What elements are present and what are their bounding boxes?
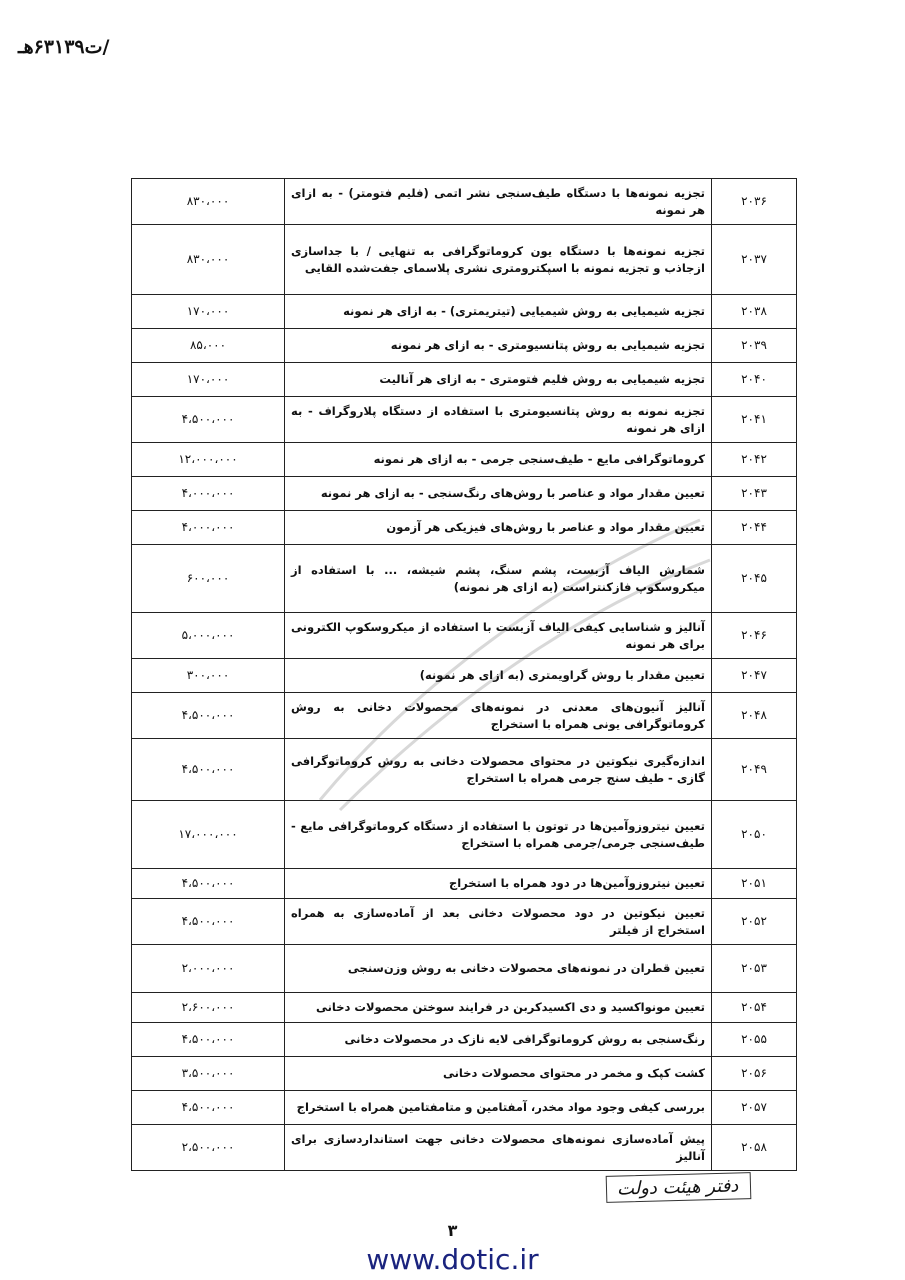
cabinet-office-stamp: دفتر هیئت دولت xyxy=(606,1172,752,1203)
table-row xyxy=(132,869,797,899)
row-code: ۲۰۵۴ xyxy=(712,993,797,1023)
row-code: ۲۰۴۲ xyxy=(712,443,797,477)
table-row xyxy=(132,693,797,739)
row-code: ۲۰۵۷ xyxy=(712,1091,797,1125)
row-code: ۲۰۴۷ xyxy=(712,659,797,693)
row-price: ۱۷۰،۰۰۰ xyxy=(132,363,285,397)
row-price: ۱۷،۰۰۰،۰۰۰ xyxy=(132,801,285,869)
row-price: ۲،۶۰۰،۰۰۰ xyxy=(132,993,285,1023)
row-description: تجزیه شیمیایی به روش فلیم فتومتری - به ازای هر آنالیت xyxy=(285,363,712,397)
table-row xyxy=(132,993,797,1023)
row-description: تجزیه شیمیایی به روش پتانسیومتری - به ازای هر نمونه xyxy=(285,329,712,363)
table-row xyxy=(132,801,797,869)
row-code: ۲۰۴۹ xyxy=(712,739,797,801)
row-price: ۴،۰۰۰،۰۰۰ xyxy=(132,511,285,545)
table-row xyxy=(132,945,797,993)
row-description: تجزیه نمونه‌ها با دستگاه طیف‌سنجی نشر اتمی (فلیم فتومتر) - به ازای هر نمونه xyxy=(285,179,712,225)
row-code: ۲۰۵۱ xyxy=(712,869,797,899)
row-description: تعیین قطران در نمونه‌های محصولات دخانی به روش وزن‌سنجی xyxy=(285,945,712,993)
row-price: ۱۲،۰۰۰،۰۰۰ xyxy=(132,443,285,477)
row-price: ۲،۰۰۰،۰۰۰ xyxy=(132,945,285,993)
row-description: پیش آماده‌سازی نمونه‌های محصولات دخانی جهت استانداردسازی برای آنالیز xyxy=(285,1125,712,1171)
row-code: ۲۰۴۰ xyxy=(712,363,797,397)
row-price: ۸۳۰،۰۰۰ xyxy=(132,179,285,225)
row-code: ۲۰۵۸ xyxy=(712,1125,797,1171)
row-description: تعیین مقدار با روش گراویمتری (به ازای هر نمونه) xyxy=(285,659,712,693)
row-description: رنگ‌سنجی به روش کروماتوگرافی لایه نازک در محصولات دخانی xyxy=(285,1023,712,1057)
row-description: کروماتوگرافی مایع - طیف‌سنجی جرمی - به ازای هر نمونه xyxy=(285,443,712,477)
row-price: ۸۵،۰۰۰ xyxy=(132,329,285,363)
row-price: ۴،۵۰۰،۰۰۰ xyxy=(132,899,285,945)
table-row xyxy=(132,1023,797,1057)
row-description: اندازه‌گیری نیکوتین در محتوای محصولات دخانی به روش کروماتوگرافی گازی - طیف سنج جرمی همراه با استخراج xyxy=(285,739,712,801)
row-price: ۸۳۰،۰۰۰ xyxy=(132,225,285,295)
tariff-table xyxy=(131,178,797,1171)
table-row xyxy=(132,739,797,801)
row-price: ۴،۵۰۰،۰۰۰ xyxy=(132,869,285,899)
row-code: ۲۰۴۱ xyxy=(712,397,797,443)
row-code: ۲۰۳۸ xyxy=(712,295,797,329)
row-price: ۱۷۰،۰۰۰ xyxy=(132,295,285,329)
row-code: ۲۰۵۶ xyxy=(712,1057,797,1091)
table-row xyxy=(132,477,797,511)
row-code: ۲۰۳۷ xyxy=(712,225,797,295)
row-code: ۲۰۴۶ xyxy=(712,613,797,659)
row-price: ۶۰۰،۰۰۰ xyxy=(132,545,285,613)
row-price: ۴،۵۰۰،۰۰۰ xyxy=(132,397,285,443)
table-row xyxy=(132,443,797,477)
row-description: تعیین مونواکسید و دی اکسیدکربن در فرایند سوختن محصولات دخانی xyxy=(285,993,712,1023)
row-code: ۲۰۳۹ xyxy=(712,329,797,363)
row-description: کشت کپک و مخمر در محتوای محصولات دخانی xyxy=(285,1057,712,1091)
table-row xyxy=(132,899,797,945)
row-price: ۲،۵۰۰،۰۰۰ xyxy=(132,1125,285,1171)
row-price: ۵،۰۰۰،۰۰۰ xyxy=(132,613,285,659)
row-description: تجزیه نمونه به روش پتانسیومتری با استفاده از دستگاه پلاروگراف - به ازای هر نمونه xyxy=(285,397,712,443)
table-row xyxy=(132,613,797,659)
row-description: شمارش الیاف آزبست، پشم سنگ، پشم شیشه، ... با استفاده از میکروسکوپ فازکنتراست (به ازای هر نمونه) xyxy=(285,545,712,613)
table-row xyxy=(132,545,797,613)
row-price: ۴،۵۰۰،۰۰۰ xyxy=(132,739,285,801)
table-row xyxy=(132,511,797,545)
table-row xyxy=(132,329,797,363)
row-description: آنالیز آنیون‌های معدنی در نمونه‌های محصولات دخانی به روش کروماتوگرافی یونی همراه با استخراج xyxy=(285,693,712,739)
row-code: ۲۰۵۳ xyxy=(712,945,797,993)
row-description: تعیین نیتروزوآمین‌ها در توتون با استفاده از دستگاه کروماتوگرافی مایع - طیف‌سنجی جرمی/جرمی همراه با استخراج xyxy=(285,801,712,869)
row-description: تعیین مقدار مواد و عناصر با روش‌های رنگ‌سنجی - به ازای هر نمونه xyxy=(285,477,712,511)
table-row xyxy=(132,1125,797,1171)
row-description: تجزیه شیمیایی به روش شیمیایی (تیتریمتری) - به ازای هر نمونه xyxy=(285,295,712,329)
row-code: ۲۰۳۶ xyxy=(712,179,797,225)
row-description: بررسی کیفی وجود مواد مخدر، آمفتامین و متامفتامین همراه با استخراج xyxy=(285,1091,712,1125)
row-description: تعیین نیتروزوآمین‌ها در دود همراه با استخراج xyxy=(285,869,712,899)
row-description: تعیین مقدار مواد و عناصر با روش‌های فیزیکی هر آزمون xyxy=(285,511,712,545)
row-price: ۴،۵۰۰،۰۰۰ xyxy=(132,1091,285,1125)
table-row xyxy=(132,1057,797,1091)
row-price: ۳،۵۰۰،۰۰۰ xyxy=(132,1057,285,1091)
row-code: ۲۰۴۳ xyxy=(712,477,797,511)
table-row xyxy=(132,397,797,443)
row-code: ۲۰۴۸ xyxy=(712,693,797,739)
table-row xyxy=(132,659,797,693)
row-description: آنالیز و شناسایی کیفی الیاف آزبست با استفاده از میکروسکوپ الکترونی برای هر نمونه xyxy=(285,613,712,659)
website-link[interactable]: www.dotic.ir xyxy=(366,1243,539,1276)
row-code: ۲۰۵۲ xyxy=(712,899,797,945)
row-price: ۳۰۰،۰۰۰ xyxy=(132,659,285,693)
table-row xyxy=(132,225,797,295)
table-row xyxy=(132,295,797,329)
row-price: ۴،۰۰۰،۰۰۰ xyxy=(132,477,285,511)
row-code: ۲۰۴۵ xyxy=(712,545,797,613)
row-description: تجزیه نمونه‌ها با دستگاه یون کروماتوگرافی به تنهایی / با جداسازی ازجاذب و تجزیه نمونه با اسپکترومتری نشری پلاسمای جفت‌شده القایی xyxy=(285,225,712,295)
row-code: ۲۰۵۵ xyxy=(712,1023,797,1057)
table-row xyxy=(132,1091,797,1125)
document-reference-number: /ت۶۳۱۳۹هـ xyxy=(18,36,110,58)
row-price: ۴،۵۰۰،۰۰۰ xyxy=(132,693,285,739)
row-code: ۲۰۴۴ xyxy=(712,511,797,545)
page-number: ۳ xyxy=(447,1221,458,1240)
table-row xyxy=(132,179,797,225)
row-description: تعیین نیکوتین در دود محصولات دخانی بعد از آماده‌سازی به همراه استخراج از فیلتر xyxy=(285,899,712,945)
row-price: ۴،۵۰۰،۰۰۰ xyxy=(132,1023,285,1057)
row-code: ۲۰۵۰ xyxy=(712,801,797,869)
table-row xyxy=(132,363,797,397)
